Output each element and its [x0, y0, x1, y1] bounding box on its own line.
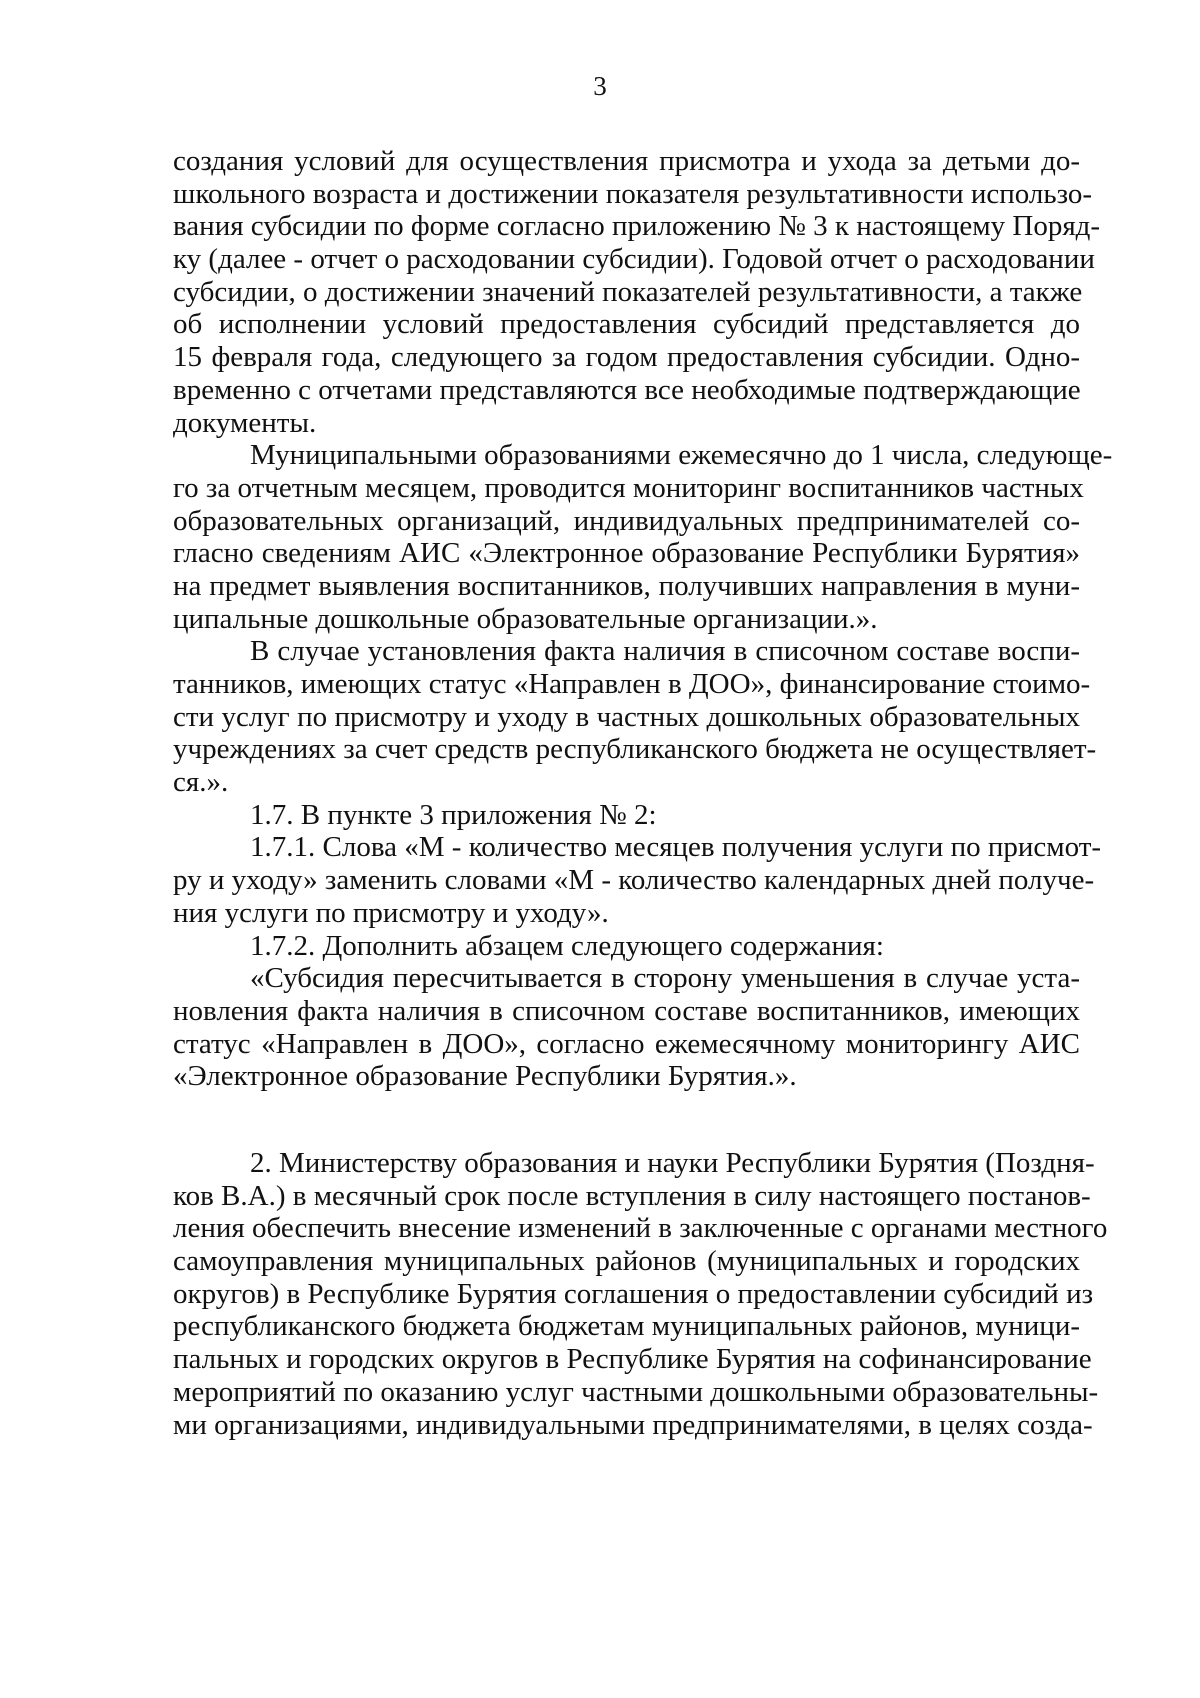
text-line: пальных и городских округов в Республике Бурятия на софинансирование: [173, 1343, 1092, 1376]
document-body-section-2: [173, 1147, 1108, 1441]
text-line: 1.7.2. Дополнить абзацем следующего содержания:: [250, 929, 884, 962]
text-line: ципальные дошкольные образовательные организации.».: [173, 602, 878, 635]
text-line: статус «Направлен в ДОО», согласно ежемесячному мониторингу АИС: [173, 1027, 1080, 1060]
document-body-section-1: [173, 145, 1113, 1093]
text-line: об исполнении условий предоставления субсидий представляется до: [173, 308, 1080, 341]
text-line: гласно сведениям АИС «Электронное образование Республики Бурятия»: [173, 537, 1080, 570]
text-line: документы.: [173, 406, 317, 439]
text-line: школьного возраста и достижении показателя результативности использо-: [173, 177, 1093, 210]
text-line: ления обеспечить внесение изменений в заключенные с органами местного: [173, 1212, 1108, 1245]
text-line: го за отчетным месяцем, проводится мониторинг воспитанников частных: [173, 471, 1084, 504]
text-line: «Субсидия пересчитывается в сторону уменьшения в случае уста-: [250, 962, 1080, 995]
text-line: ния услуги по присмотру и уходу».: [173, 896, 609, 929]
text-line: ся.».: [173, 766, 229, 799]
text-line: ру и уходу» заменить словами «М - количество календарных дней получе-: [173, 864, 1095, 897]
text-line: округов) в Республике Бурятия соглашения о предоставлении субсидий из: [173, 1277, 1094, 1310]
text-line: 15 февраля года, следующего за годом предоставления субсидии. Одно-: [173, 341, 1080, 374]
text-line: 1.7. В пункте 3 приложения № 2:: [250, 798, 657, 831]
text-line: Муниципальными образованиями ежемесячно до 1 числа, следующе-: [250, 439, 1113, 472]
text-line: «Электронное образование Республики Бурятия.».: [173, 1060, 797, 1093]
text-line: сти услуг по присмотру и уходу в частных дошкольных образовательных: [173, 700, 1080, 733]
text-line: новления факта наличия в списочном составе воспитанников, имеющих: [173, 994, 1080, 1027]
text-line: ков В.А.) в месячный срок после вступления в силу настоящего постанов-: [173, 1179, 1091, 1212]
text-line: мероприятий по оказанию услуг частными дошкольными образовательны-: [173, 1375, 1099, 1408]
text-line: республиканского бюджета бюджетам муниципальных районов, муници-: [173, 1310, 1080, 1343]
text-line: ку (далее - отчет о расходовании субсидии). Годовой отчет о расходовании: [173, 243, 1095, 276]
text-line: учреждениях за счет средств республиканского бюджета не осуществляет-: [173, 733, 1097, 766]
text-line: 2. Министерству образования и науки Республики Бурятия (Поздня-: [250, 1147, 1095, 1179]
text-line: создания условий для осуществления присмотра и ухода за детьми до-: [173, 145, 1080, 177]
text-line: вания субсидии по форме согласно приложению № 3 к настоящему Поряд-: [173, 210, 1101, 243]
text-line: 1.7.1. Слова «М - количество месяцев получения услуги по присмот-: [250, 831, 1102, 864]
text-line: танников, имеющих статус «Направлен в ДОО», финансирование стоимо-: [173, 668, 1091, 700]
text-line: В случае установления факта наличия в списочном составе воспи-: [250, 635, 1080, 668]
text-line: субсидии, о достижении значений показателей результативности, а также: [173, 275, 1083, 308]
text-line: ми организациями, индивидуальными предпринимателями, в целях созда-: [173, 1408, 1093, 1441]
page-number: 3: [593, 71, 607, 101]
text-line: образовательных организаций, индивидуальных предпринимателей со-: [173, 504, 1080, 537]
text-line: на предмет выявления воспитанников, получивших направления в муни-: [173, 569, 1080, 602]
text-line: самоуправления муниципальных районов (муниципальных и городских: [173, 1245, 1080, 1278]
text-line: временно с отчетами представляются все необходимые подтверждающие: [173, 373, 1081, 406]
